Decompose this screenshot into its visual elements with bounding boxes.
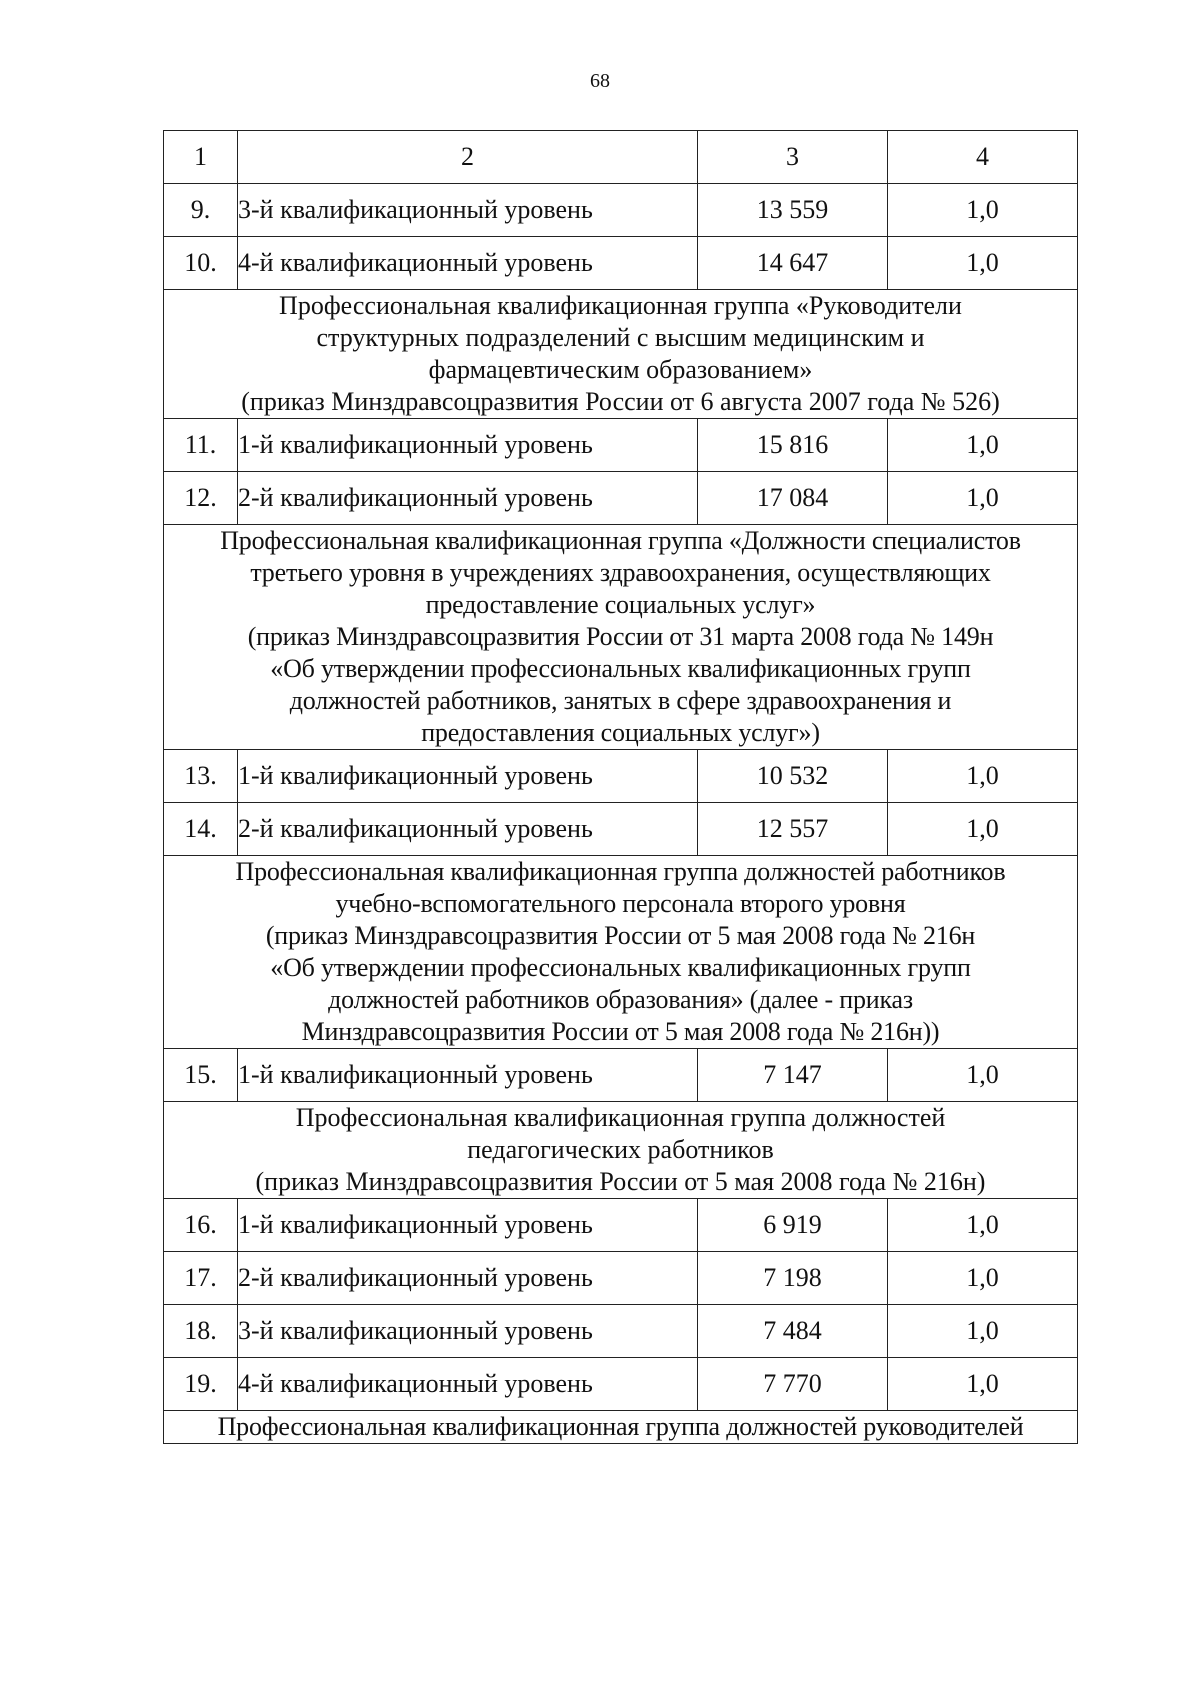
table-row [164,1358,1078,1411]
coefficient-value: 1,0 [888,419,1078,472]
qualification-level: 2-й квалификационный уровень [238,803,698,856]
table-row [164,1252,1078,1305]
group-heading-line: Минздравсоцразвития России от 5 мая 2008 года № 216н)) [301,1017,940,1046]
row-number: 13. [164,750,238,803]
salary-value: 10 532 [698,750,888,803]
group-heading-line: (приказ Минздравсоцразвития России от 5 мая 2008 года № 216н [265,921,976,950]
coefficient-value: 1,0 [888,1252,1078,1305]
row-number: 15. [164,1049,238,1102]
group-heading-line: Профессиональная квалификационная группа «Руководители [279,291,962,320]
row-number: 18. [164,1305,238,1358]
qualification-level: 3-й квалификационный уровень [238,1305,698,1358]
coefficient-value: 1,0 [888,237,1078,290]
salary-value: 14 647 [698,237,888,290]
group-heading-row [164,290,1078,419]
coefficient-value: 1,0 [888,1305,1078,1358]
table-row [164,472,1078,525]
table-header-row [164,131,1078,184]
row-number: 10. [164,237,238,290]
salary-value: 15 816 [698,419,888,472]
salary-value: 17 084 [698,472,888,525]
header-cell: 1 [164,131,238,184]
table-row [164,750,1078,803]
salary-value: 12 557 [698,803,888,856]
header-cell: 4 [888,131,1078,184]
qualification-level: 2-й квалификационный уровень [238,472,698,525]
row-number: 11. [164,419,238,472]
row-number: 12. [164,472,238,525]
qualification-level: 3-й квалификационный уровень [238,184,698,237]
table-row [164,1049,1078,1102]
coefficient-value: 1,0 [888,803,1078,856]
group-heading [164,856,1078,1049]
qualification-level: 1-й квалификационный уровень [238,1199,698,1252]
header-cell: 2 [238,131,698,184]
coefficient-value: 1,0 [888,472,1078,525]
salary-value: 7 484 [698,1305,888,1358]
group-heading-line: учебно-вспомогательного персонала второго уровня [335,889,906,918]
group-heading-line: Профессиональная квалификационная группа должностей [295,1103,946,1132]
table-row [164,237,1078,290]
group-heading-line: (приказ Минздравсоцразвития России от 5 мая 2008 года № 216н) [255,1167,986,1196]
salary-value: 13 559 [698,184,888,237]
coefficient-value: 1,0 [888,1049,1078,1102]
group-heading-line: Профессиональная квалификационная группа должностей работников [235,857,1006,886]
group-heading-line: Профессиональная квалификационная группа «Должности специалистов [220,526,1021,555]
group-heading-line: (приказ Минздравсоцразвития России от 31 марта 2008 года № 149н [247,622,994,651]
qualification-level: 1-й квалификационный уровень [238,1049,698,1102]
qualification-level: 1-й квалификационный уровень [238,419,698,472]
coefficient-value: 1,0 [888,750,1078,803]
group-heading-line: (приказ Минздравсоцразвития России от 6 августа 2007 года № 526) [241,387,1000,416]
group-heading-line: должностей работников образования» (далее - приказ [328,985,913,1014]
group-heading-row [164,1102,1078,1199]
group-heading-line: Профессиональная квалификационная группа должностей руководителей [217,1412,1024,1441]
group-heading [164,1102,1078,1199]
table-row [164,419,1078,472]
group-heading-row [164,1411,1078,1444]
table-row [164,1305,1078,1358]
group-heading [164,1411,1078,1444]
row-number: 14. [164,803,238,856]
group-heading-line: фармацевтическим образованием» [428,355,813,384]
group-heading-row [164,856,1078,1049]
row-number: 19. [164,1358,238,1411]
salary-value: 7 198 [698,1252,888,1305]
header-cell: 3 [698,131,888,184]
group-heading-line: должностей работников, занятых в сфере здравоохранения и [289,686,952,715]
row-number: 9. [164,184,238,237]
table-row [164,1199,1078,1252]
coefficient-value: 1,0 [888,184,1078,237]
group-heading-line: «Об утверждении профессиональных квалификационных групп [270,953,971,982]
group-heading-row [164,525,1078,750]
coefficient-value: 1,0 [888,1358,1078,1411]
group-heading [164,525,1078,750]
table-row [164,803,1078,856]
group-heading-line: «Об утверждении профессиональных квалификационных групп [270,654,971,683]
table-row [164,184,1078,237]
row-number: 17. [164,1252,238,1305]
salary-table [163,130,1078,1444]
qualification-level: 2-й квалификационный уровень [238,1252,698,1305]
salary-value: 6 919 [698,1199,888,1252]
page-number: 68 [590,70,610,92]
row-number: 16. [164,1199,238,1252]
qualification-level: 1-й квалификационный уровень [238,750,698,803]
group-heading-line: предоставления социальных услуг») [421,718,820,747]
qualification-level: 4-й квалификационный уровень [238,1358,698,1411]
coefficient-value: 1,0 [888,1199,1078,1252]
group-heading-line: предоставление социальных услуг» [425,590,816,619]
group-heading-line: третьего уровня в учреждениях здравоохранения, осуществляющих [250,558,991,587]
qualification-level: 4-й квалификационный уровень [238,237,698,290]
group-heading-line: структурных подразделений с высшим медицинским и [316,323,925,352]
salary-value: 7 147 [698,1049,888,1102]
salary-value: 7 770 [698,1358,888,1411]
group-heading-line: педагогических работников [467,1135,774,1164]
group-heading [164,290,1078,419]
